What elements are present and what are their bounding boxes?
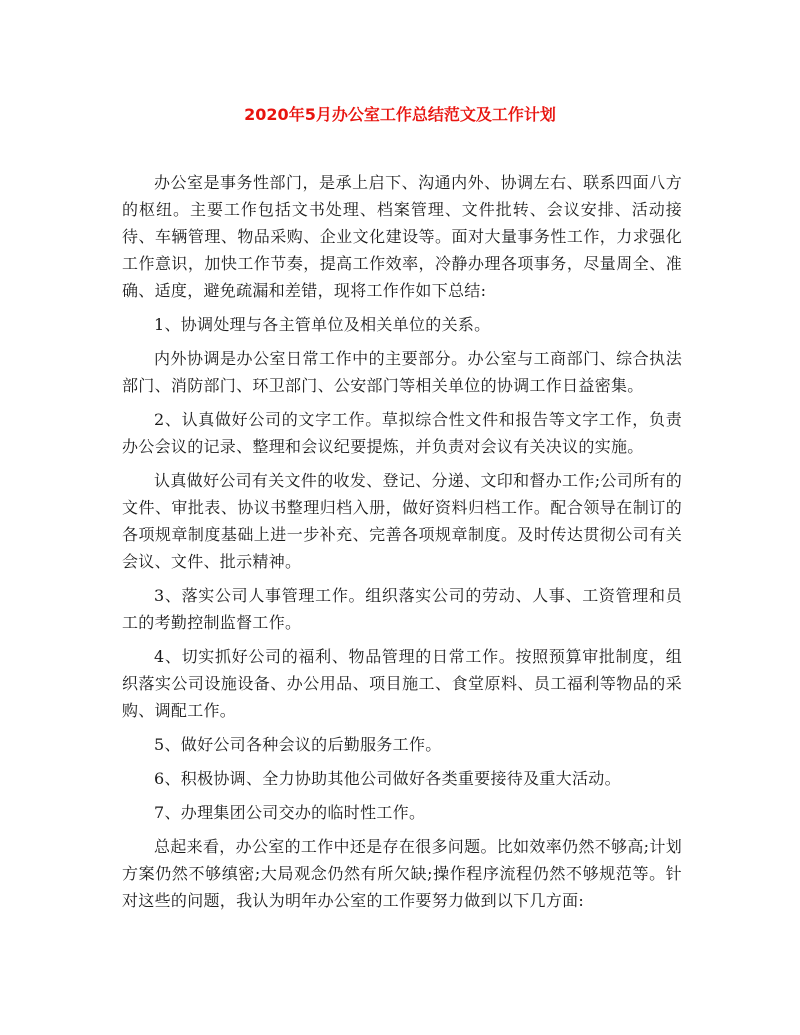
paragraph-summary: 总起来看，办公室的工作中还是存在很多问题。比如效率仍然不够高;计划方案仍然不够缜密;大局观念仍然有所欠缺;操作程序流程仍然不够规范等。针对这些的问题，我认为明年办公室的工作要努力做到以下几方面: — [122, 837, 682, 910]
paragraph-documents: 认真做好公司有关文件的收发、登记、分递、文印和督办工作;公司所有的文件、审批表、协议书整理归档入册，做好资料归档工作。配合领导在制订的各项规章制度基础上进一步补充、完善各项规章制度。及时传达贯彻公司有关会议、文件、批示精神。 — [122, 471, 682, 571]
paragraph-item-3: 3、落实公司人事管理工作。组织落实公司的劳动、人事、工资管理和员工的考勤控制监督工作。 — [122, 586, 682, 632]
paragraph-item-5: 5、做好公司各种会议的后勤服务工作。 — [154, 735, 442, 754]
paragraph-item-2: 2、认真做好公司的文字工作。草拟综合性文件和报告等文字工作，负责办公会议的记录、整理和会议纪要提炼，并负责对会议有关决议的实施。 — [122, 410, 682, 456]
paragraph-item-1: 1、协调处理与各主管单位及相关单位的关系。 — [154, 315, 491, 334]
document-body — [122, 169, 682, 921]
paragraph-intro: 办公室是事务性部门，是承上启下、沟通内外、协调左右、联系四面八方的枢纽。主要工作包括文书处理、档案管理、文件批转、会议安排、活动接待、车辆管理、物品采购、企业文化建设等。面对大量事务性工作，力求强化工作意识，加快工作节奏，提高工作效率，冷静办理各项事务，尽量周全、准确、适度，避免疏漏和差错，现将工作作如下总结: — [122, 173, 682, 300]
paragraph-item-7: 7、办理集团公司交办的临时性工作。 — [154, 803, 426, 822]
paragraph-item-4: 4、切实抓好公司的福利、物品管理的日常工作。按照预算审批制度，组织落实公司设施设备、办公用品、项目施工、食堂原料、员工福利等物品的采购、调配工作。 — [122, 647, 682, 720]
document-title: 2020年5月办公室工作总结范文及工作计划 — [244, 105, 556, 124]
paragraph-coordination: 内外协调是办公室日常工作中的主要部分。办公室与工商部门、综合执法部门、消防部门、环卫部门、公安部门等相关单位的协调工作日益密集。 — [122, 349, 682, 395]
paragraph-item-6: 6、积极协调、全力协助其他公司做好各类重要接待及重大活动。 — [154, 769, 621, 788]
